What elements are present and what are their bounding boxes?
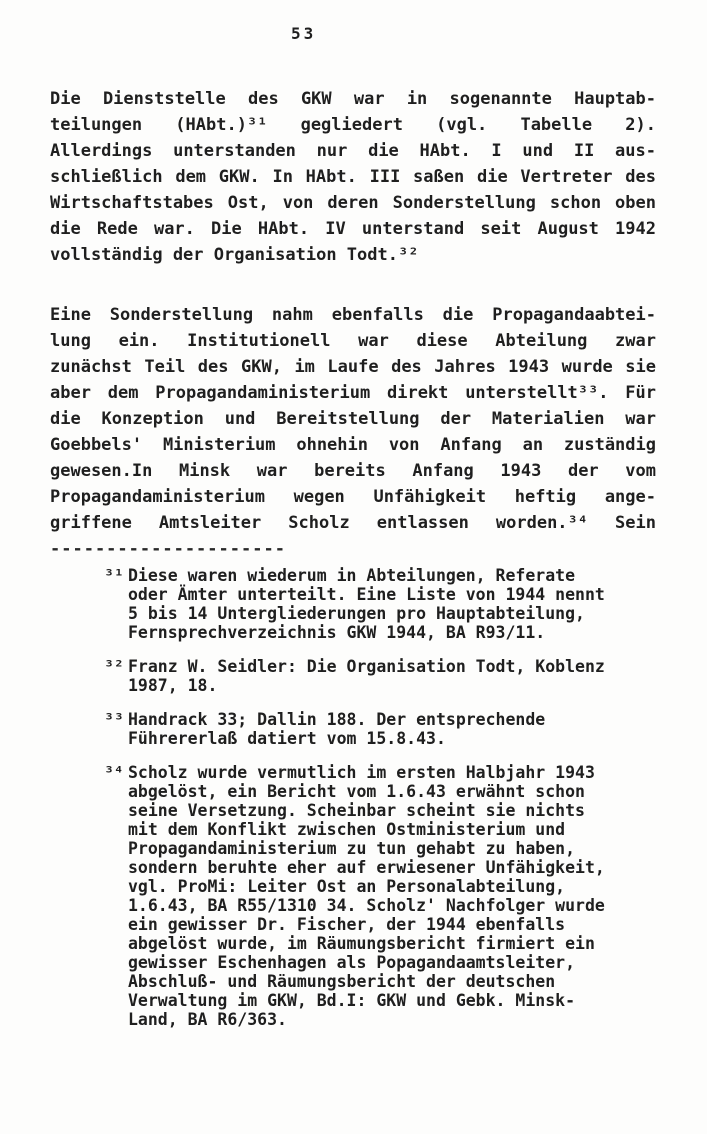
footnote-line: oder Ämter unterteilt. Eine Liste von 1944 nennt <box>128 585 605 604</box>
footnote-line: mit dem Konflikt zwischen Ostministerium und <box>128 820 566 839</box>
footnote-line: abgelöst wurde, im Räumungsbericht firmiert ein <box>128 934 595 953</box>
footnote-line: abgelöst, ein Bericht vom 1.6.43 erwähnt schon <box>128 782 585 801</box>
text-line: Propagandaministerium wegen Unfähigkeit heftig ange- <box>50 487 656 507</box>
text-line: Allerdings unterstanden nur die HAbt. I und II aus- <box>50 141 656 161</box>
footnote-line: 1987, 18. <box>128 676 218 695</box>
footnote-line: 5 bis 14 Untergliederungen pro Hauptabteilung, <box>128 604 585 623</box>
footnote-line: gewisser Eschenhagen als Popagandaamtsleiter, <box>128 953 576 972</box>
text-line: gewesen.In Minsk war bereits Anfang 1943 der vom <box>50 461 656 481</box>
text-line: Goebbels' Ministerium ohnehin von Anfang an zuständig <box>50 435 656 455</box>
footnote-line: Verwaltung im GKW, Bd.I: GKW und Gebk. Minsk- <box>128 991 576 1010</box>
text-line: vollständig der Organisation Todt.³² <box>50 245 419 265</box>
footnote-line: Diese waren wiederum in Abteilungen, Referate <box>128 566 576 585</box>
text-line: die Konzeption und Bereitstellung der Materialien war <box>50 409 656 429</box>
footnote-line: vgl. ProMi: Leiter Ost an Personalabteilung, <box>128 877 566 896</box>
page-number: 53 <box>291 24 317 43</box>
text-line: Die Dienststelle des GKW war in sogenannte Hauptab- <box>50 89 656 109</box>
footnote-32 <box>104 657 656 695</box>
text-line: zunächst Teil des GKW, im Laufe des Jahres 1943 wurde sie <box>50 357 656 377</box>
body-paragraph-2 <box>50 302 656 536</box>
footnote-text <box>128 566 656 642</box>
text-line: griffene Amtsleiter Scholz entlassen worden.³⁴ Sein <box>50 513 656 533</box>
footnote-text <box>128 657 656 695</box>
footnote-line: Führererlaß datiert vom 15.8.43. <box>128 729 446 748</box>
footnote-marker: ³³ <box>104 710 124 729</box>
footnote-34 <box>104 763 656 1029</box>
footnote-line: ein gewisser Dr. Fischer, der 1944 ebenfalls <box>128 915 566 934</box>
footnote-line: Handrack 33; Dallin 188. Der entsprechende <box>128 710 546 729</box>
text-line: schließlich dem GKW. In HAbt. III saßen die Vertreter des <box>50 167 656 187</box>
footnote-text <box>128 710 656 748</box>
text-line: aber dem Propagandaministerium direkt unterstellt³³. Für <box>50 383 656 403</box>
footnote-marker: ³² <box>104 657 124 676</box>
footnote-marker: ³¹ <box>104 566 124 585</box>
text-line: Eine Sonderstellung nahm ebenfalls die Propagandaabtei- <box>50 305 656 325</box>
footnote-line: Scholz wurde vermutlich im ersten Halbjahr 1943 <box>128 763 595 782</box>
footnote-line: sondern beruhte eher auf erwiesener Unfähigkeit, <box>128 858 605 877</box>
footnote-line: 1.6.43, BA R55/1310 34. Scholz' Nachfolger wurde <box>128 896 605 915</box>
footnote-line: Franz W. Seidler: Die Organisation Todt, Koblenz <box>128 657 605 676</box>
footnote-line: Fernsprechverzeichnis GKW 1944, BA R93/11. <box>128 623 546 642</box>
text-line: lung ein. Institutionell war diese Abteilung zwar <box>50 331 656 351</box>
body-paragraph-1 <box>50 86 656 268</box>
footnote-line: Propagandaministerium zu tun gehabt zu haben, <box>128 839 576 858</box>
footnote-marker: ³⁴ <box>104 763 124 782</box>
footnote-31 <box>104 566 656 642</box>
text-line: die Rede war. Die HAbt. IV unterstand seit August 1942 <box>50 219 656 239</box>
footnote-line: seine Versetzung. Scheinbar scheint sie nichts <box>128 801 585 820</box>
footnotes-section <box>104 566 656 1044</box>
footnote-line: Land, BA R6/363. <box>128 1010 287 1029</box>
footnote-33 <box>104 710 656 748</box>
text-line: Wirtschaftstabes Ost, von deren Sonderstellung schon oben <box>50 193 656 213</box>
footnote-text <box>128 763 656 1029</box>
footnote-line: Abschluß- und Räumungsbericht der deutschen <box>128 972 556 991</box>
text-line: teilungen (HAbt.)³¹ gegliedert (vgl. Tabelle 2). <box>50 115 656 135</box>
footnote-separator: --------------------- <box>50 539 286 559</box>
